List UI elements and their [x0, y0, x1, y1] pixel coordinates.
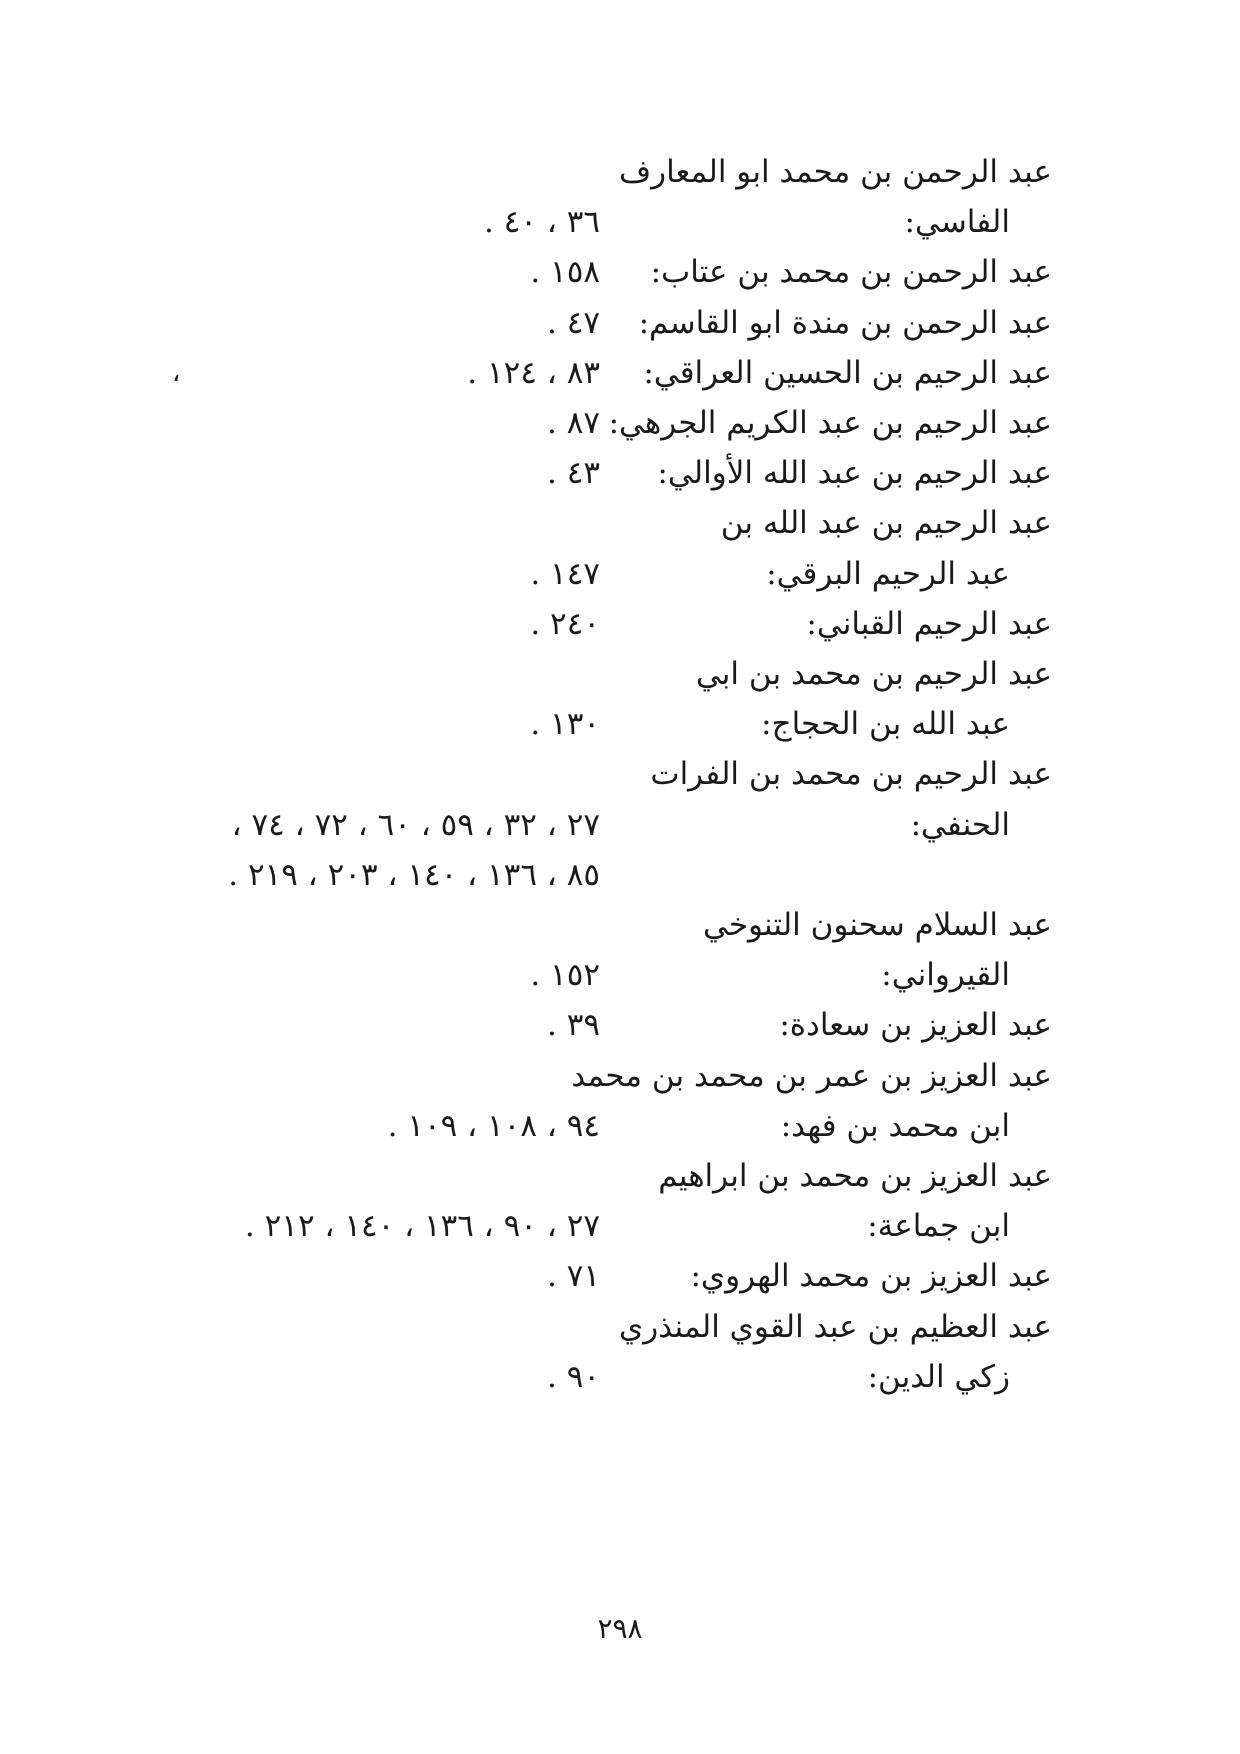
index-entry-subname: الفاسي: — [904, 204, 1010, 241]
index-entry-pages: ٢٧ ، ٩٠ ، ١٣٦ ، ١٤٠ ، ٢١٢ . — [244, 1208, 600, 1245]
index-entry-pages: ٣٩ . — [546, 1007, 600, 1044]
stray-mark: ، — [172, 358, 181, 388]
index-entry-pages: ١٥٢ . — [530, 957, 600, 994]
index-entry-subname: عبد الله بن الحجاج: — [761, 706, 1010, 743]
index-entry-name: عبد الرحمن بن محمد بن عتاب: — [650, 254, 1052, 291]
index-entry-pages: ٩٤ ، ١٠٨ ، ١٠٩ . — [387, 1107, 600, 1144]
index-entry-subname: الحنفي: — [910, 806, 1010, 843]
index-entry-pages: ١٥٨ . — [530, 254, 600, 291]
index-entry-pages: ٧١ . — [546, 1258, 600, 1295]
index-entry-pages: ٨٥ ، ١٣٦ ، ١٤٠ ، ٢٠٣ ، ٢١٩ . — [228, 856, 600, 893]
index-entry-subname: ابن جماعة: — [867, 1208, 1010, 1245]
index-entry-pages: ١٣٠ . — [530, 706, 600, 743]
index-entry-name: عبد الرحمن بن محمد ابو المعارف — [618, 154, 1052, 190]
index-entry-name: عبد الرحيم بن عبد الله بن — [720, 505, 1052, 542]
index-entry-name: عبد العزيز بن محمد الهروي: — [690, 1258, 1052, 1295]
index-entry-name: عبد الرحيم بن محمد بن الفرات — [650, 756, 1052, 793]
index-entry-name: عبد الرحيم القباني: — [806, 605, 1052, 642]
page-number: ٢٩٨ — [597, 1612, 643, 1645]
index-entry-pages: ٣٦ ، ٤٠ . — [483, 204, 600, 241]
index-entry-pages: ٢٤٠ . — [530, 605, 600, 642]
index-entry-name: عبد الرحيم بن عبد الكريم الجرهي: — [608, 405, 1052, 441]
index-entry-name: عبد العزيز بن عمر بن محمد بن محمد — [571, 1057, 1052, 1094]
index-entry-name: عبد العزيز بن محمد بن ابراهيم — [658, 1158, 1052, 1194]
index-entry-pages: ٨٣ ، ١٢٤ . — [467, 354, 600, 391]
index-entry-pages: ٢٧ ، ٣٢ ، ٥٩ ، ٦٠ ، ٧٢ ، ٧٤ ، — [231, 806, 600, 843]
index-entry-subname: ابن محمد بن فهد: — [780, 1107, 1010, 1144]
index-entry-name: عبد الرحيم بن عبد الله الأوالي: — [657, 455, 1052, 492]
index-entry-pages: ٩٠ . — [546, 1358, 600, 1395]
index-entry-name: عبد الرحمن بن مندة ابو القاسم: — [638, 304, 1052, 341]
index-entry-name: عبد السلام سحنون التنوخي — [703, 907, 1052, 943]
index-entry-name: عبد العزيز بن سعادة: — [779, 1007, 1052, 1044]
index-entry-name: عبد الرحيم بن الحسين العراقي: — [643, 354, 1052, 391]
index-entry-subname: زكي الدين: — [867, 1358, 1010, 1395]
index-entry-pages: ٨٧ . — [546, 405, 600, 441]
index-entry-name: عبد الرحيم بن محمد بن ابي — [695, 656, 1052, 692]
index-entry-pages: ٤٣ . — [546, 455, 600, 492]
index-entry-subname: عبد الرحيم البرقي: — [766, 555, 1010, 592]
index-entry-pages: ٤٧ . — [546, 304, 600, 341]
index-entry-name: عبد العظيم بن عبد القوي المنذري — [618, 1308, 1052, 1345]
index-entry-pages: ١٤٧ . — [530, 555, 600, 592]
index-entry-subname: القيرواني: — [881, 957, 1010, 994]
